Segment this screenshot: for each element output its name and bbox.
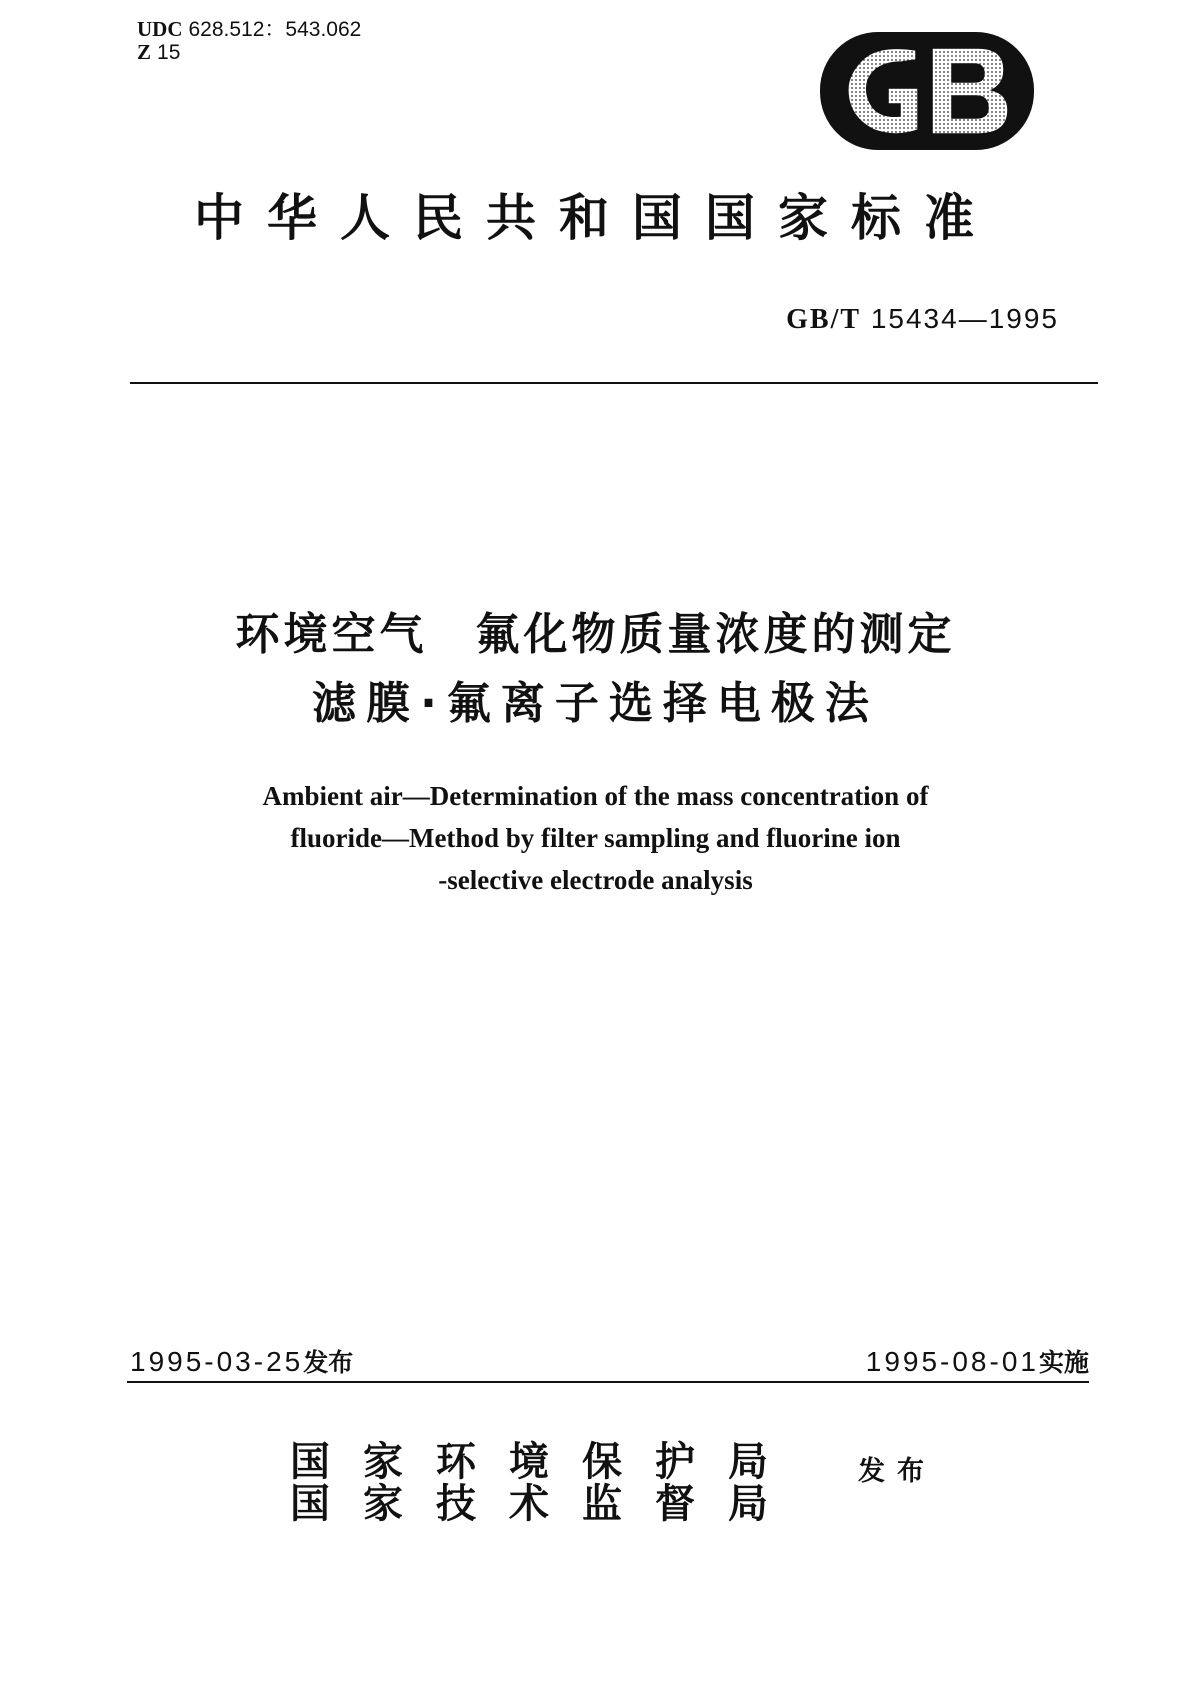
issue-date-line [130, 1345, 353, 1380]
standard-number-prefix: GB/T [786, 304, 862, 335]
english-title-line-3: -selective electrode analysis [438, 865, 753, 895]
issuing-authority-1: 国家环境保护局 [290, 1438, 801, 1485]
standard-number [786, 303, 1059, 336]
header-divider [130, 382, 1098, 384]
classification-code-line [137, 40, 180, 65]
gb-standard-logo-icon [818, 30, 1036, 152]
standard-number-value: 15434—1995 [870, 303, 1059, 334]
udc-code: 628.512：543.062 [188, 18, 362, 41]
english-title-line-2: fluoride—Method by filter sampling and fluorine ion [290, 823, 901, 853]
issuing-authority-2: 国家技术监督局 [290, 1480, 801, 1527]
udc-label: UDC [137, 17, 183, 41]
classification-code: 15 [157, 41, 181, 64]
issue-label: 发布 [303, 1348, 354, 1377]
implementation-date: 1995-08-01 [865, 1346, 1039, 1377]
classification-label: Z [137, 40, 152, 64]
english-title-line-1: Ambient air—Determination of the mass concentration of [262, 781, 929, 811]
publish-label: 发布 [858, 1456, 936, 1487]
implementation-date-line [866, 1345, 1089, 1380]
implementation-label: 实施 [1038, 1348, 1089, 1377]
chinese-title-line-1: 环境空气 氟化物质量浓度的测定 [235, 609, 956, 660]
issue-date: 1995-03-25 [130, 1346, 304, 1377]
udc-code-line [137, 17, 361, 42]
chinese-title-line-2: 滤膜·氟离子选择电极法 [312, 678, 879, 729]
footer-divider [127, 1381, 1089, 1383]
national-standard-title: 中华人民共和国国家标准 [194, 189, 997, 247]
